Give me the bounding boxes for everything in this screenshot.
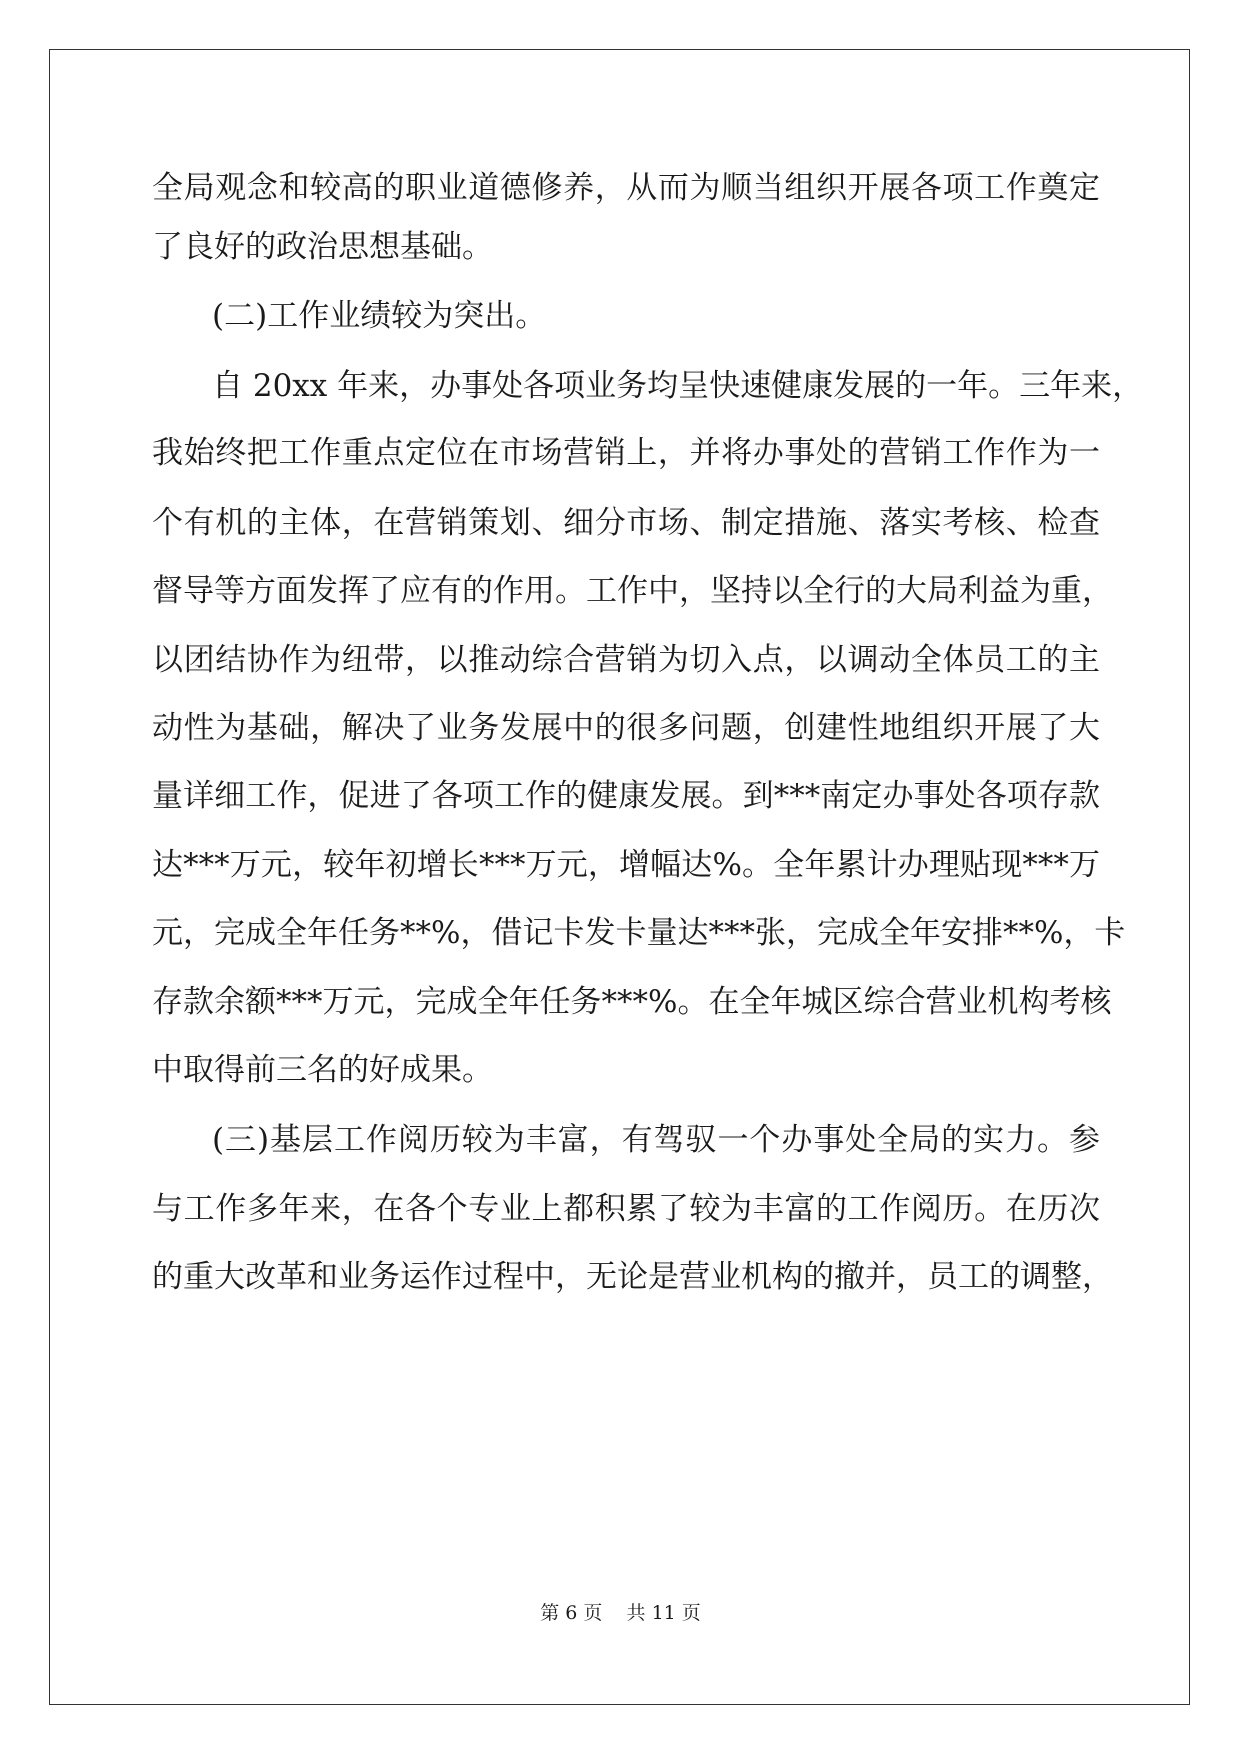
body-line-5: 我始终把工作重点定位在市场营销上，并将办事处的营销工作作为一 [152, 435, 1100, 471]
body-line-10: 量详细工作，促进了各项工作的健康发展。到***南定办事处各项存款 [152, 778, 1100, 814]
body-line-9: 动性为基础，解决了业务发展中的很多问题，创建性地组织开展了大 [152, 710, 1100, 746]
body-line-17: 的重大改革和业务运作过程中，无论是营业机构的撤并，员工的调整， [152, 1259, 1113, 1295]
body-line-12: 元，完成全年任务**%，借记卡发卡量达***张，完成全年安排**%，卡 [152, 915, 1126, 951]
page-number-footer [0, 1598, 1241, 1625]
body-line-16: 与工作多年来，在各个专业上都积累了较为丰富的工作阅历。在历次 [152, 1191, 1100, 1227]
body-line-4: 自 20xx 年来，办事处各项业务均呈快速健康发展的一年。三年来， [212, 368, 1144, 404]
body-line-7: 督导等方面发挥了应有的作用。工作中，坚持以全行的大局利益为重， [152, 573, 1113, 609]
body-line-6: 个有机的主体，在营销策划、细分市场、制定措施、落实考核、检查 [152, 505, 1100, 541]
body-line-2: 了良好的政治思想基础。 [152, 229, 493, 265]
body-line-1: 全局观念和较高的职业道德修养，从而为顺当组织开展各项工作奠定 [152, 170, 1100, 206]
body-line-14: 中取得前三名的好成果。 [152, 1052, 493, 1088]
page-number-label: 第 6 页 共 11 页 [540, 1602, 701, 1624]
body-line-11: 达***万元，较年初增长***万元，增幅达%。全年累计办理贴现***万 [152, 847, 1100, 883]
section-heading-2: (二)工作业绩较为突出。 [212, 298, 547, 334]
body-line-13: 存款余额***万元，完成全年任务***%。在全年城区综合营业机构考核 [152, 984, 1112, 1020]
section-heading-3: (三)基层工作阅历较为丰富，有驾驭一个办事处全局的实力。参 [212, 1122, 1100, 1158]
body-line-8: 以团结协作为纽带，以推动综合营销为切入点，以调动全体员工的主 [152, 642, 1100, 678]
